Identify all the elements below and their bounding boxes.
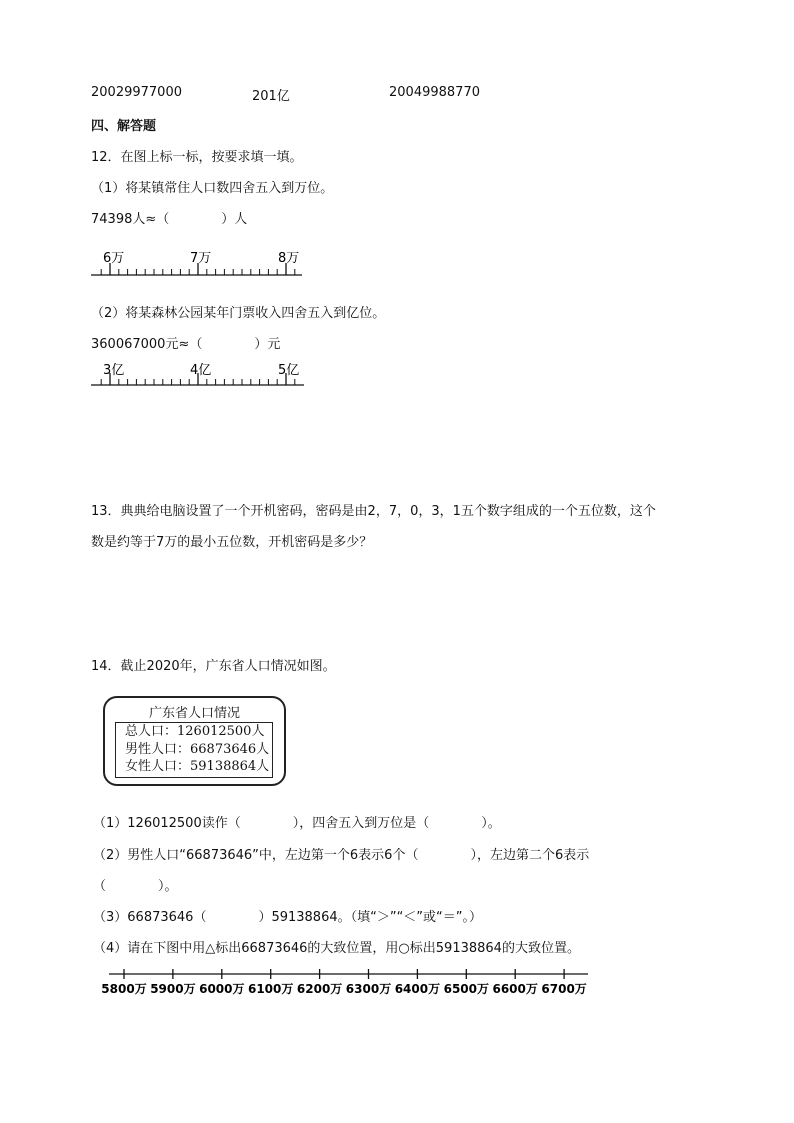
q14-part3: （3）66873646（ ）59138864。（填“＞”“＜”或“＝”。） — [93, 910, 483, 925]
number-line-label: 6600万 — [492, 982, 538, 996]
number-line-label: 6100万 — [247, 982, 294, 996]
number-line-label: 5800万 — [101, 982, 147, 996]
population-box-title: 广东省人口情况 — [148, 706, 240, 721]
ruler-wan-ticks — [101, 263, 295, 275]
section-title: 四、解答题 — [91, 119, 157, 134]
q12-title: 12．在图上标一标，按要求填一填。 — [91, 150, 303, 165]
number-line-label: 6700万 — [541, 982, 587, 996]
q12-part2-text: （2）将某森林公园某年门票收入四舍五入到亿位。 — [91, 306, 386, 321]
q14-part2-line1: （2）男性人口“66873646”中，左边第一个6表示6个（ ），左边第二个6表示 — [93, 848, 590, 863]
number-line-label: 6200万 — [296, 982, 343, 996]
option-b: 201亿 — [252, 89, 290, 104]
q14-part4: （4）请在下图中用△标出66873646的大致位置，用○标出59138864的大致位置。 — [93, 941, 580, 956]
number-line-label: 6400万 — [394, 982, 441, 996]
population-box-content — [115, 722, 273, 778]
option-a: 20029977000 — [91, 85, 182, 100]
number-line-label: 5900万 — [150, 982, 196, 996]
q14-part1: （1）126012500读作（ ），四舍五入到万位是（ ）。 — [93, 816, 501, 831]
ruler-yi-label-3: 3亿 — [103, 363, 125, 378]
ruler-wan-label-6: 6万 — [103, 251, 125, 266]
number-line-label: 6300万 — [345, 982, 392, 996]
ruler-yi-label-5: 5亿 — [278, 363, 300, 378]
q14-part2-line2: （ ）。 — [93, 879, 178, 894]
ruler-yi-label-4: 4亿 — [190, 363, 212, 378]
ruler-wan — [88, 246, 308, 280]
option-c: 20049988770 — [389, 85, 480, 100]
q12-part1-blank: 74398人≈（ ）人 — [91, 212, 248, 227]
number-line-label: 6000万 — [199, 982, 245, 996]
ruler-yi — [88, 360, 308, 394]
number-line-label: 6500万 — [443, 982, 490, 996]
number-line-labels — [101, 982, 587, 996]
q13-line2: 数是约等于7万的最小五位数，开机密码是多少？ — [91, 535, 373, 550]
population-male: 男性人口：66873646人 — [125, 741, 270, 757]
population-number-line — [100, 966, 600, 1000]
population-box — [103, 696, 286, 786]
population-total: 总人口：126012500人 — [125, 724, 265, 739]
ruler-wan-label-8: 8万 — [278, 251, 300, 266]
ruler-wan-label-7: 7万 — [190, 251, 212, 266]
population-female: 女性人口：59138864人 — [125, 759, 270, 774]
q13-line1: 13．典典给电脑设置了一个开机密码，密码是由2，7，0，3，1五个数字组成的一个五位数，这个 — [91, 504, 656, 519]
q12-part1-text: （1）将某镇常住人口数四舍五入到万位。 — [91, 181, 334, 196]
q14-title: 14．截止2020年，广东省人口情况如图。 — [91, 659, 336, 674]
ruler-yi-ticks — [101, 373, 295, 385]
q12-part2-blank: 360067000元≈（ ）元 — [91, 337, 281, 352]
